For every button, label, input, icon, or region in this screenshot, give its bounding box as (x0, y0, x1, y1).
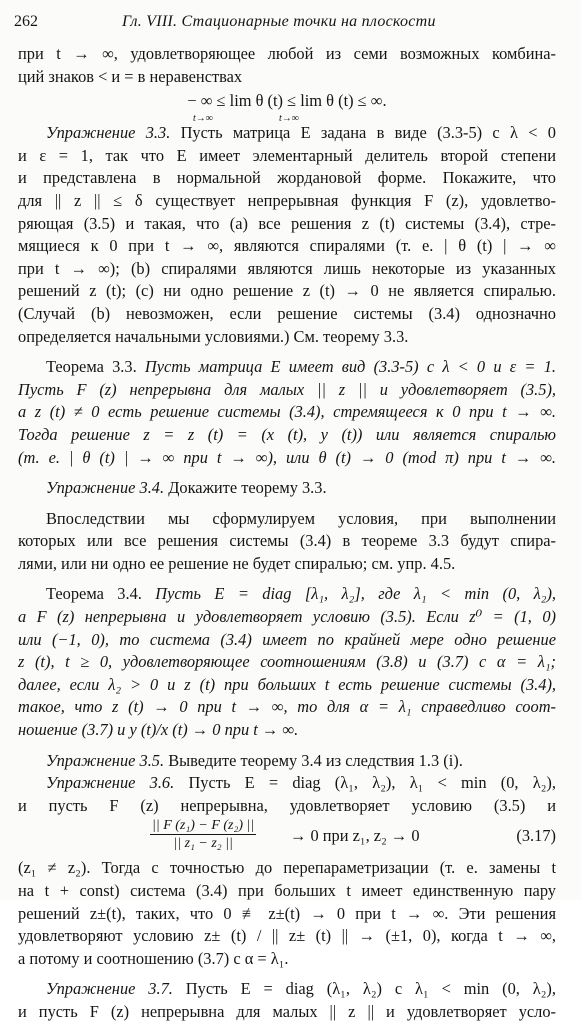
page-number: 262 (14, 13, 38, 30)
text-line: а F (z) непрерывна и удовлетворяет условию (3.5). Если z⁰ = (1, 0) (18, 607, 556, 627)
text-line: для || z || ≤ δ существует непрерывная функция F (z), удовлетво- (18, 190, 556, 210)
text-line: ряющая (3.5) и такая, что (а) все решения z (t) системы (3.4), стре- (18, 213, 556, 233)
text-line: ношение (3.7) и y (t)/x (t) → 0 при t → ∞. (18, 720, 299, 740)
text-line: при t → ∞, удовлетворяющее любой из семи возможных комбина- (18, 44, 556, 63)
text-line: при t → ∞); (b) спиралями являются лишь некоторые из указанных (18, 258, 556, 278)
text-line: z (t), t ≥ 0, удовлетворяющее соотношениям (3.8) и (3.7) с α = λ₁; (18, 652, 556, 672)
limit-inequality-formula (18, 88, 556, 125)
text-line: такое, что z (t) → 0 при t → ∞, то для α = λ₁ справедливо соот- (18, 697, 556, 717)
remark-paragraph (18, 508, 556, 576)
equation-3-17 (18, 817, 556, 857)
exercise-3-7 (18, 978, 556, 1023)
text-line: далее, если λ₂ > 0 и z (t) при больших t есть решение системы (3.4), (18, 674, 556, 694)
formula-subscript: t→∞ (279, 113, 299, 125)
exercise-3-6 (18, 772, 556, 817)
theorem-label: Теорема 3.4. (46, 584, 142, 604)
text-line: Теорема 3.3. Пусть матрица E имеет вид (3.3-5) с λ < 0 и ε = 1. (46, 357, 556, 377)
text-line: решений z±(t), таких, что 0 ≢ z±(t) → 0 при t → ∞. Эти решения (18, 903, 556, 923)
equation-fraction (150, 817, 256, 852)
text-line: или (−1, 0), то система (3.4) имеет по крайней мере одно решение (18, 629, 556, 649)
text-line: и пусть F (z) непрерывна для малых || z || и удовлетворяет усло- (18, 1001, 556, 1021)
theorem-label: Теорема 3.3. (46, 357, 137, 377)
page-header (14, 11, 557, 33)
exercise-label: Упражнение 3.5. (46, 750, 165, 770)
theorem-3-3 (18, 356, 556, 469)
text-line: Впоследствии мы сформулируем условия, при выполнении (46, 508, 556, 528)
formula-text: − ∞ ≤ lim θ (t) ≤ lim θ (t) ≤ ∞. (187, 91, 387, 111)
text-line: на t + const) система (3.4) при больших t имеет единственную пару (18, 881, 556, 900)
equation-rest: → 0 при z₁, z₂ → 0 (290, 826, 420, 846)
text-line: Пусть F (z) непрерывна для малых || z || и удовлетворяет (3.5), (18, 379, 556, 399)
exercise-label: Упражнение 3.7. (46, 979, 173, 999)
text-line: которых или все решения системы (3.4) в теореме 3.3 будут спира- (18, 531, 556, 551)
text-line: а z (t) ≠ 0 есть решение системы (3.4), стремящееся к 0 при t → ∞. (18, 402, 556, 422)
exercise-3-6-continued (18, 857, 556, 970)
text-line: мящиеся к 0 при t → ∞, являются спиралями (т. е. | θ (t) | → ∞ (18, 236, 556, 256)
exercise-label: Упражнение 3.3. (46, 123, 171, 143)
text-line: (т. е. | θ (t) | → ∞ при t → ∞), или θ (t) → 0 (mod π) при t → ∞. (18, 447, 556, 467)
exercise-label: Упражнение 3.4. (46, 478, 165, 498)
text-line: удовлетворяют условию z± (t) / || z± (t) || → (±1, 0), когда t → ∞, (18, 926, 556, 946)
text-line: Упражнение 3.3. Пусть матрица E задана в виде (3.3-5) с λ < 0 (46, 123, 556, 143)
text-line: Тогда решение z = z (t) = (x (t), y (t)) или является спиралью (18, 424, 556, 444)
text-line: Упражнение 3.5. Выведите теорему 3.4 из следствия 1.3 (i). (46, 750, 463, 770)
fraction-denominator: || z₁ − z₂ || (173, 836, 233, 852)
page-body (18, 43, 556, 1024)
text-line: и ε = 1, так что E имеет элементарный делитель второй степени (18, 145, 556, 165)
text-line: решений z (t); (с) ни одно решение z (t) → 0 не является спиралью. (18, 281, 556, 301)
text-line: лями, или ни одно ее решение не будет спиралью; см. упр. 4.5. (18, 553, 456, 573)
exercise-3-5 (18, 750, 556, 773)
text-line: и пусть F (z) непрерывна, удовлетворяет условию (3.5) и (18, 795, 556, 815)
exercise-3-4 (18, 477, 556, 500)
intro-paragraph (18, 43, 556, 88)
running-title: Гл. VIII. Стационарные точки на плоскости (122, 13, 436, 30)
equation-number: (3.17) (516, 826, 556, 846)
exercise-label: Упражнение 3.6. (46, 773, 175, 793)
fraction-numerator: || F (z₁) − F (z₂) || (152, 818, 255, 834)
text-line: Упражнение 3.6. Пусть E = diag (λ₁, λ₂), λ₁ < min (0, λ₂), (46, 773, 556, 793)
text-line: Упражнение 3.7. Пусть E = diag (λ₁, λ₂) с λ₁ < min (0, λ₂), (46, 979, 556, 999)
text-line: (z₁ ≠ z₂). Тогда с точностью до перепараметризации (т. е. замены t (18, 858, 556, 878)
formula-subscript: t→∞ (193, 113, 213, 125)
text-line: определяется начальными условиями.) См. теорему 3.3. (18, 326, 409, 346)
text-line: и представлена в нормальной жордановой форме. Покажите, что (18, 168, 556, 188)
exercise-3-3 (18, 122, 556, 348)
text-line: Теорема 3.4. Пусть E = diag [λ₁, λ₂], где λ₁ < min (0, λ₂), (46, 584, 556, 604)
text-line: ций знаков < и = в неравенствах (18, 66, 243, 86)
text-line: (Случай (b) невозможен, если решение системы (3.4) однозначно (18, 303, 556, 323)
theorem-3-4 (18, 583, 556, 741)
text-line: а потому и соотношению (3.7) с α = λ₁. (18, 948, 289, 968)
text-line: Упражнение 3.4. Докажите теорему 3.3. (46, 478, 327, 498)
